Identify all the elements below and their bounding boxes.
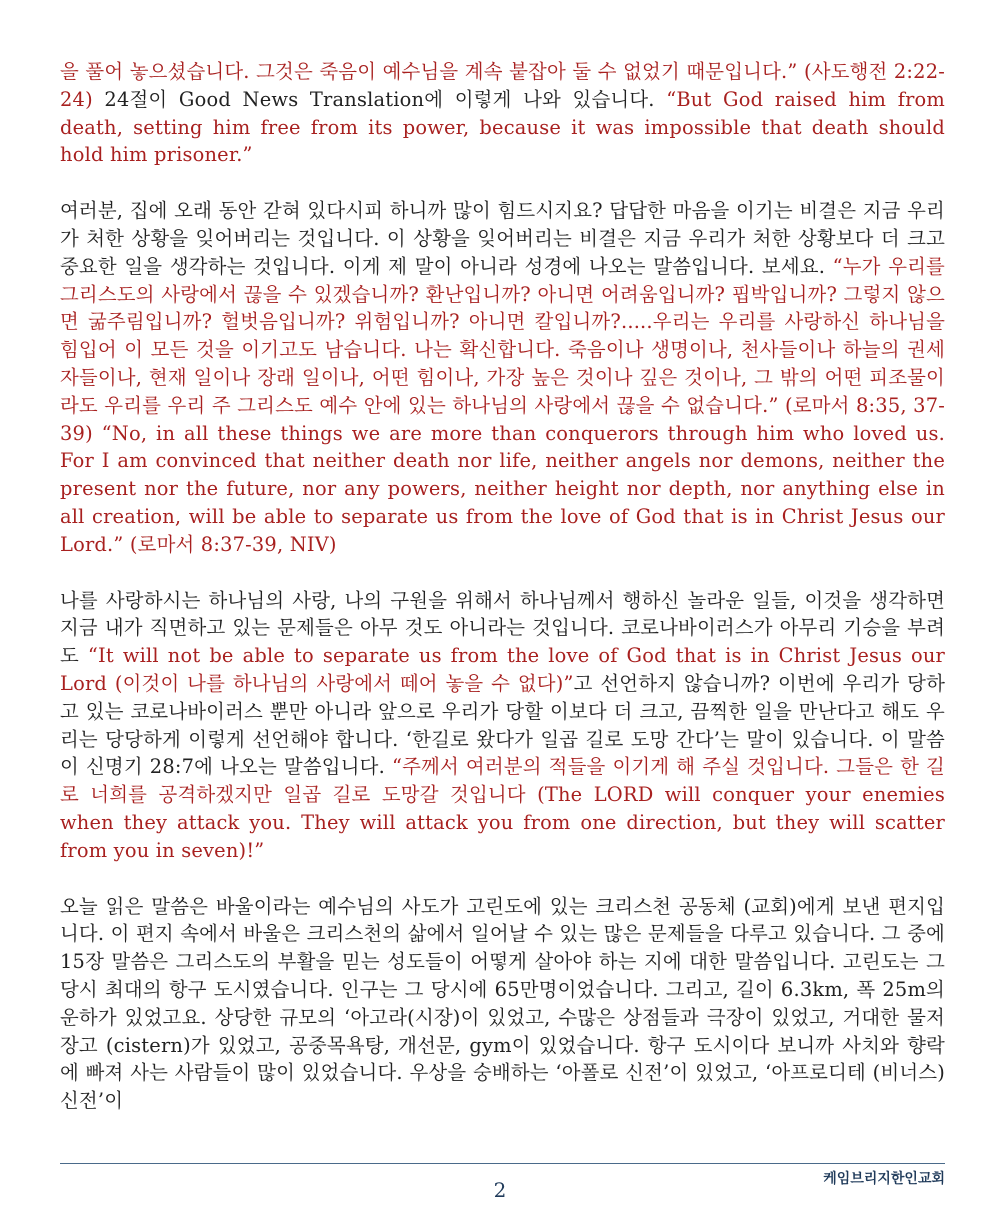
body-text: 여러분, 집에 오래 동안 갇혀 있다시피 하니까 많이 힘드시지요? 답답한 마음을 이기는 비결은 지금 우리가 처한 상황을 잊어버리는 것입니다. 이 상황을 잊어버리는 비결은 지금 우리가 처한 상황보다 더 크고 중요한 일을 생각하는 것입니다. 이게 제 말이 아니라 성경에 나오는 말씀입니다. 보세요. (60, 199, 945, 278)
paragraph-2 (60, 197, 945, 558)
footer-divider (60, 1163, 945, 1164)
body-text: 오늘 읽은 말씀은 바울이라는 예수님의 사도가 고린도에 있는 크리스천 공동체 (교회)에게 보낸 편지입니다. 이 편지 속에서 바울은 크리스천의 삶에서 일어날 수 있는 많은 문제들을 다루고 있습니다. 그 중에 15장 말씀은 그리스도의 부활을 믿는 성도들이 어떻게 살아야 하는 지에 대한 말씀입니다. 고린도는 그 당시 최대의 항구 도시였습니다. 인구는 그 당시에 65만명이었습니다. 그리고, 길이 6.3km, 폭 25m의 운하가 있었고요. 상당한 규모의 ‘아고라(시장)이 있었고, 수많은 상점들과 극장이 있었고, 거대한 물저장고 (cistern)가 있었고, 공중목욕탕, 개선문, gym이 있었습니다. 항구 도시이다 보니까 사치와 향락에 빠져 사는 사람들이 많이 있었습니다. 우상을 숭배하는 ‘아폴로 신전’이 있었고, ‘아프로디테 (비너스) 신전’이 (60, 894, 945, 1113)
body-text: 고 선언하지 않습니까? 이번에 우리가 당하고 있는 코로나바이러스 뿐만 아니라 앞으로 우리가 당할 이보다 더 크고, 끔찍한 일을 만난다고 해도 우리는 당당하게 이렇게 선언해야 합니다. ‘한길로 왔다가 일곱 길로 도망 간다’는 말이 있습니다. 이 말씀이 신명기 28:7에 나오는 말씀입니다. (60, 671, 945, 779)
page-number: 2 (493, 1178, 507, 1202)
body-text: 24절이 Good News Translation에 이렇게 나와 있습니다. (104, 87, 667, 111)
paragraph-4 (60, 893, 945, 1115)
paragraph-1 (60, 58, 945, 169)
quote-text: “누가 우리를 그리스도의 사랑에서 끊을 수 있겠습니까? 환난입니까? 아니면 어려움입니까? 핍박입니까? 그렇지 않으면 굶주림입니까? 헐벗음입니까? 위험입니까? 아니면 칼입니까?.....우리는 우리를 사랑하신 하나님을 힘입어 이 모든 것을 이기고도 남습니다. 나는 확신합니다. 죽음이나 생명이나, 천사들이나 하늘의 권세자들이나, 현재 일이나 장래 일이나, 어떤 힘이나, 가장 높은 것이나 깊은 것이나, 그 밖의 어떤 피조물이라도 우리를 우리 주 그리스도 예수 안에 있는 하나님의 사랑에서 끊을 수 없습니다.” (로마서 8:35, 37-39) “No, in all these things we are more than conquerors through him who loved us. For I am convinced that neither death nor life, neither angels nor demons, neither the present nor the future, nor any powers, neither height nor depth, nor anything else in all creation, will be able to separate us from the love of God that is in Christ Jesus our Lord.” (로마서 8:37-39, NIV) (60, 254, 945, 556)
document-body (60, 58, 945, 1143)
paragraph-3 (60, 587, 945, 865)
quote-text: 을 풀어 놓으셨습니다. 그것은 죽음이 예수님을 계속 붙잡아 둘 수 없었기 때문입니다.” (사도행전 2:22-24) (60, 60, 945, 111)
body-text: 나를 사랑하시는 하나님의 사랑, 나의 구원을 위해서 하나님께서 행하신 놀라운 일들, 이것을 생각하면 지금 내가 직면하고 있는 문제들은 아무 것도 아니라는 것입니다. 코로나바이러스가 아무리 기승을 부려도 (60, 588, 945, 668)
church-name: 케임브리지한인교회 (823, 1171, 945, 1187)
quote-text: “It will not be able to separate us from the love of God that is in Christ Jesus our Lord (이것이 나를 하나님의 사랑에서 떼어 놓을 수 없다)” (60, 644, 946, 695)
quote-text: “But God raised him from death, setting him free from its power, because it was impossible that death should hold him prisoner.” (60, 87, 946, 167)
quote-text: “주께서 여러분의 적들을 이기게 해 주실 것입니다. 그들은 한 길로 너희를 공격하겠지만 일곱 길로 도망갈 것입니다 (The LORD will conquer your enemies when they attack you. They will attack you from one direction, but they will scatter from you in seven)!” (60, 755, 945, 862)
